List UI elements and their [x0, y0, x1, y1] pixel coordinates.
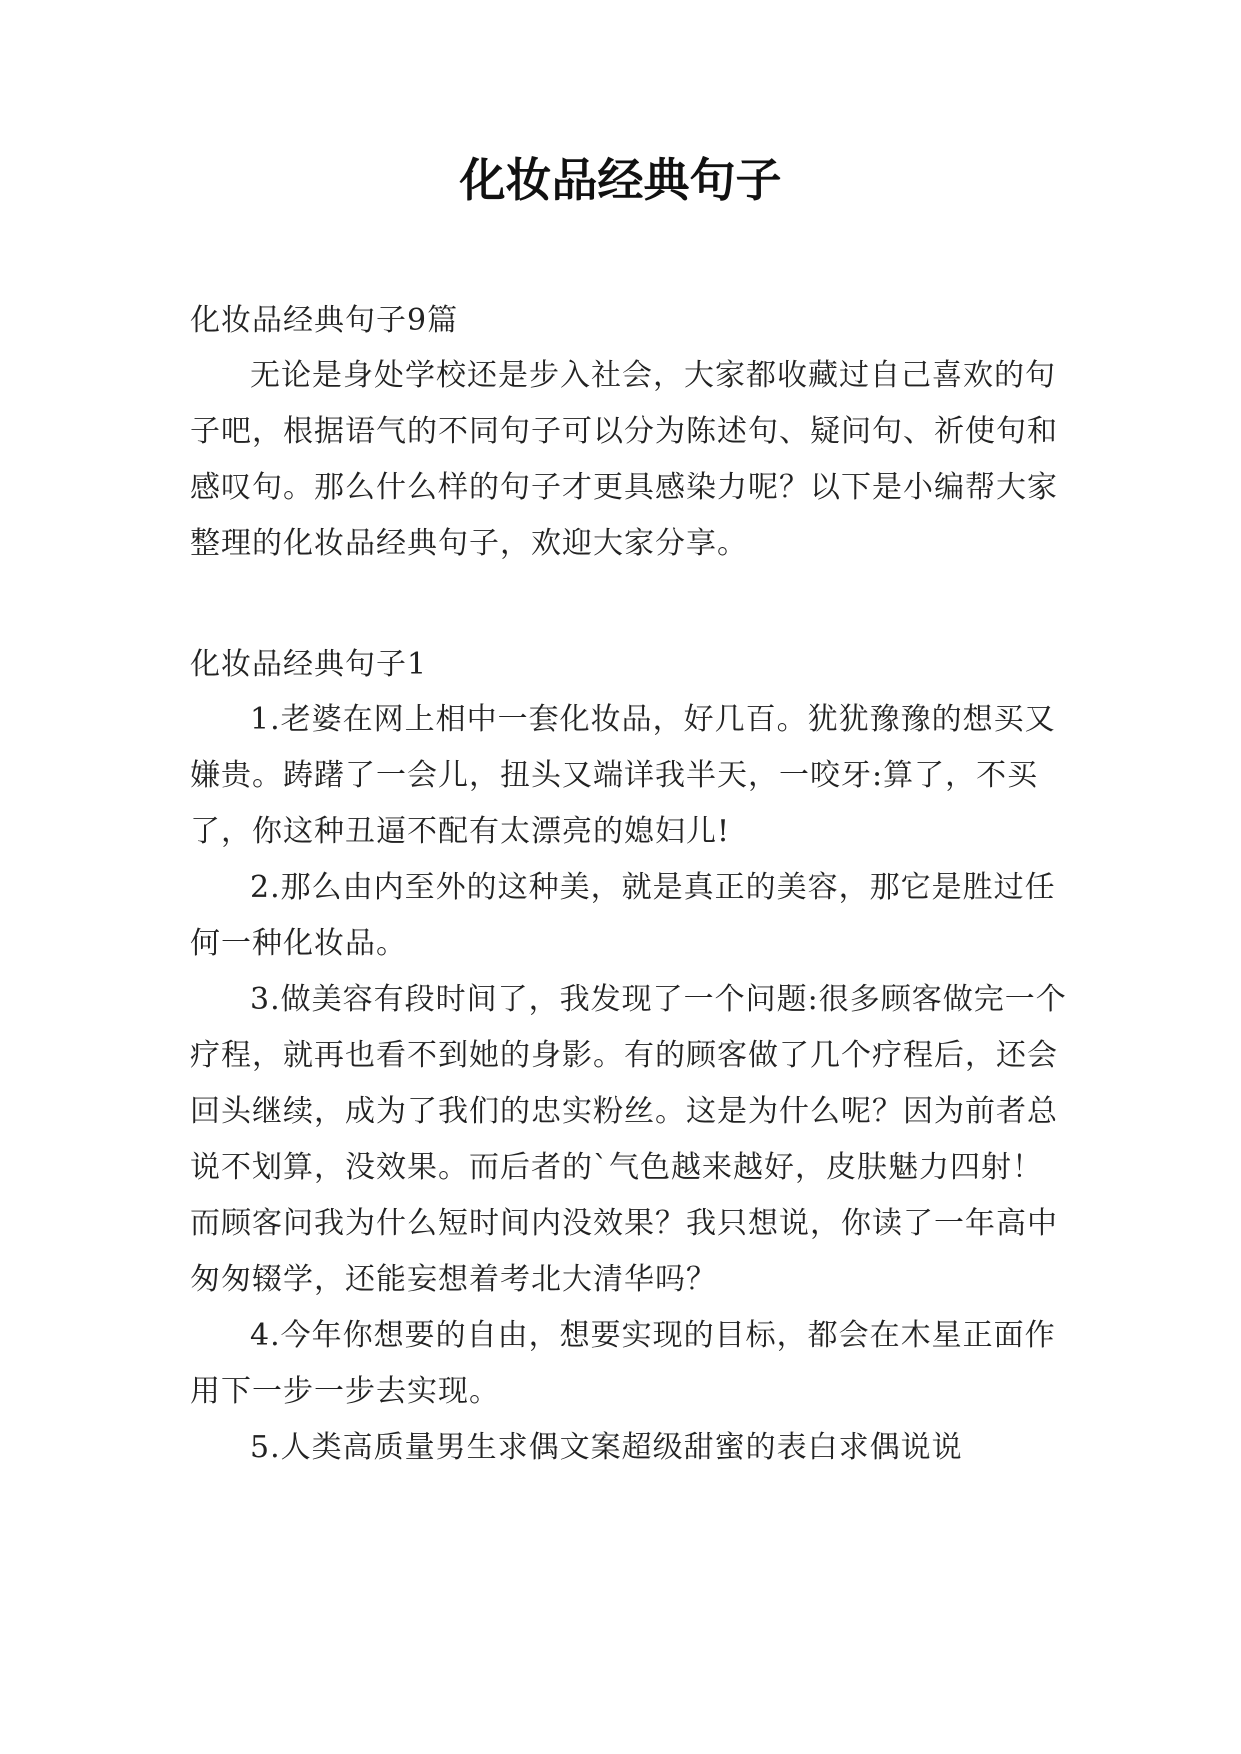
- list-item: 1.老婆在网上相中一套化妆品，好几百。犹犹豫豫的想买又嫌贵。踌躇了一会儿，扭头又端详我半天，一咬牙:算了，不买了，你这种丑逼不配有太漂亮的媳妇儿!: [190, 702, 1056, 849]
- section-heading: 化妆品经典句子1: [190, 647, 428, 682]
- list-item: 2.那么由内至外的这种美，就是真正的美容，那它是胜过任何一种化妆品。: [190, 870, 1056, 961]
- intro-heading: 化妆品经典句子9篇: [190, 303, 459, 338]
- sentence-list: [190, 692, 1070, 1476]
- document-title: 化妆品经典句子: [459, 153, 782, 207]
- intro-paragraph: 无论是身处学校还是步入社会，大家都收藏过自己喜欢的句子吧，根据语气的不同句子可以分为陈述句、疑问句、祈使句和感叹句。那么什么样的句子才更具感染力呢？以下是小编帮大家整理的化妆品经典句子，欢迎大家分享。: [190, 358, 1058, 561]
- list-item: 4.今年你想要的自由，想要实现的目标，都会在木星正面作用下一步一步去实现。: [190, 1318, 1056, 1409]
- list-item: 5.人类高质量男生求偶文案超级甜蜜的表白求偶说说: [250, 1430, 963, 1465]
- list-item: 3.做美容有段时间了，我发现了一个问题:很多顾客做完一个疗程，就再也看不到她的身影。有的顾客做了几个疗程后，还会回头继续，成为了我们的忠实粉丝。这是为什么呢？因为前者总说不划算，没效果。而后者的`气色越来越好，皮肤魅力四射！而顾客问我为什么短时间内没效果？我只想说，你读了一年高中匆匆辍学，还能妄想着考北大清华吗？: [190, 982, 1067, 1297]
